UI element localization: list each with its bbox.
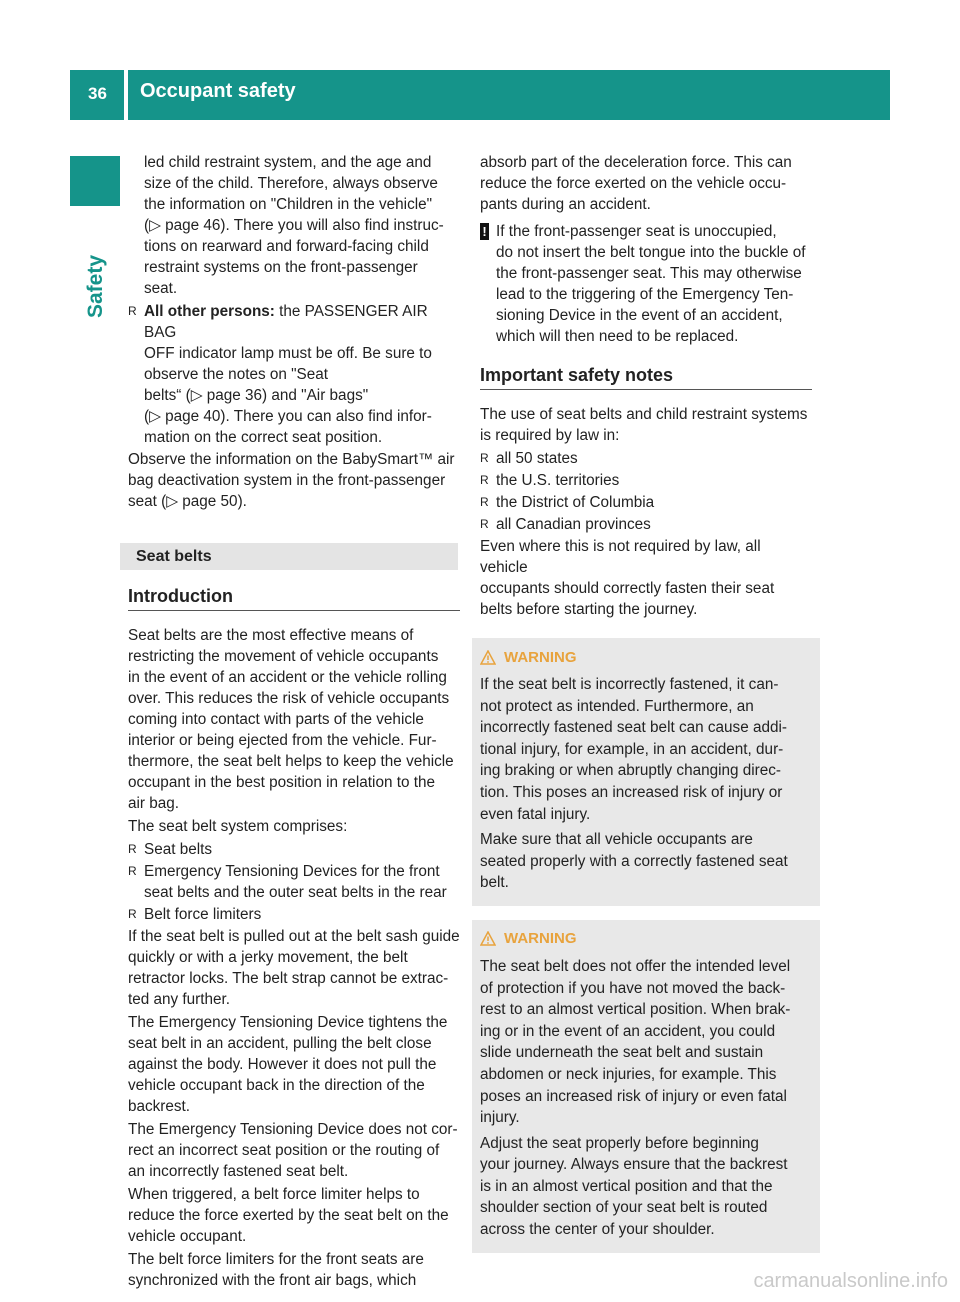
warning-icon [480,650,496,665]
paragraph: Seat belts are the most effective means of restricting the movement of vehicle occupants in the event of an accident or the vehicle rolling over. This reduces the risk of vehicle occupants coming into contact with parts of the vehicle interior or being ejected from the vehicle. Fur- thermore, the seat belt helps to keep the vehicle occupant in the best position in relation to the air bag. [128,627,454,812]
paragraph: If the seat belt is pulled out at the belt sash guide quickly or with a jerky movement, the belt retractor locks. The belt strap cannot be extrac- ted any further. [128,928,460,1008]
list-item-text: Emergency Tensioning Devices for the front seat belts and the outer seat belts in the rear [144,863,447,901]
list-item [480,492,812,513]
warning-box [472,920,820,1253]
paragraph: Even where this is not required by law, all vehicle occupants should correctly fasten their seat belts before starting the journey. [480,538,775,618]
warning-box [472,638,820,906]
bullet-list [128,839,460,925]
list-item-text: all 50 states [496,450,578,467]
warning-icon [480,931,496,946]
bullet-icon: R [128,842,137,856]
paragraph: The seat belt system comprises: [128,818,348,835]
section-marker [70,156,120,206]
warning-text: The seat belt does not offer the intended level of protection if you have not moved the back- rest to an almost vertical position. When brak- ing or in the event of an accident, you could slide underneath the seat belt and sustain abdomen or neck injuries, for example. This poses an increased risk of injury or even fatal injury. [480,957,791,1127]
watermark: carmanualsonline.info [753,1270,948,1292]
warning-text: If the seat belt is incorrectly fastened, it can- not protect as intended. Furthermore, an incorrectly fastened seat belt can cause addi- tional injury, for example, in an accident, dur- ing braking or when abruptly changing direc- tion. This poses an increased risk of injury or even fatal injury. [480,676,787,823]
bullet-icon: R [480,473,489,487]
header-separator [124,70,128,120]
warning-header [480,928,810,950]
warning-text: Make sure that all vehicle occupants are seated properly with a correctly fastened seat belt. [480,831,788,892]
right-column [480,152,812,1253]
list-item [480,514,812,535]
warning-title: WARNING [504,930,577,948]
bullet-text: the PASSENGER AIR BAG OFF indicator lamp must be off. Be sure to observe the notes on "Seat belts“ (▷ page 36) and "Air bags" (▷ page 40). There you can also find infor- mation on the correct seat position. [144,303,432,446]
list-item-text: all Canadian provinces [496,516,651,533]
bullet-icon: R [128,304,137,318]
page-title: Occupant safety [140,80,296,102]
notice-text: If the front-passenger seat is unoccupied, do not insert the belt tongue into the buckle of the front-passenger seat. This may otherwise lead to the triggering of the Emergency Ten- sioning Device in the event of an accident, which will then need to be replaced. [496,223,806,345]
bullet-icon: R [480,517,489,531]
warning-title: WARNING [504,648,577,666]
notice-icon: ! [480,223,489,240]
bullet-icon: R [480,451,489,465]
list-item [480,470,812,491]
list-item [128,904,460,925]
warning-header [480,646,810,668]
bullet-list [480,448,812,535]
bullet-icon: R [128,907,137,921]
subsection-heading: Introduction [128,584,460,611]
paragraph: The Emergency Tensioning Device tightens the seat belt in an accident, pulling the belt close against the body. However it does not pull the vehicle occupant back in the direction of the backrest. [128,1014,448,1115]
paragraph: Observe the information on the BabySmart™ air bag deactivation system in the front-passenger seat (▷ page 50). [128,451,455,510]
left-column [128,152,460,1293]
side-section-label: Safety [84,254,107,318]
paragraph: The belt force limiters for the front seats are synchronized with the front air bags, which [128,1251,424,1289]
list-item [128,861,460,903]
subsection-heading: Important safety notes [480,363,812,390]
continued-paragraph: led child restraint system, and the age and size of the child. Therefore, always observe the information on "Children in the vehicle" (▷ page 46). There you will also find instruc- tions on rearward and forward-facing child restraint systems on the front-passenger seat. [144,154,444,297]
paragraph: When triggered, a belt force limiter helps to reduce the force exerted by the seat belt on the vehicle occupant. [128,1186,449,1245]
list-item-text: Belt force limiters [144,906,262,923]
list-item [128,839,460,860]
section-title: Seat belts [120,543,458,570]
continued-paragraph: absorb part of the deceleration force. This can reduce the force exerted on the vehicle occu- pants during an accident. [480,154,792,213]
list-item [128,301,460,448]
list-item-text: Seat belts [144,841,213,858]
list-item [480,448,812,469]
list-item-text: the U.S. territories [496,472,620,489]
bullet-icon: R [128,864,137,878]
bullet-icon: R [480,495,489,509]
bullet-term: All other persons: [144,303,275,320]
notice [480,221,812,347]
paragraph: The Emergency Tensioning Device does not cor- rect an incorrect seat position or the routing of an incorrectly fastened seat belt. [128,1121,458,1180]
list-item-text: the District of Columbia [496,494,655,511]
page-number: 36 [88,84,107,103]
warning-text: Adjust the seat properly before beginning your journey. Always ensure that the backrest is in an almost vertical position and that the shoulder section of your seat belt is routed across the center of your shoulder. [480,1134,788,1239]
paragraph: The use of seat belts and child restraint systems is required by law in: [480,406,808,444]
